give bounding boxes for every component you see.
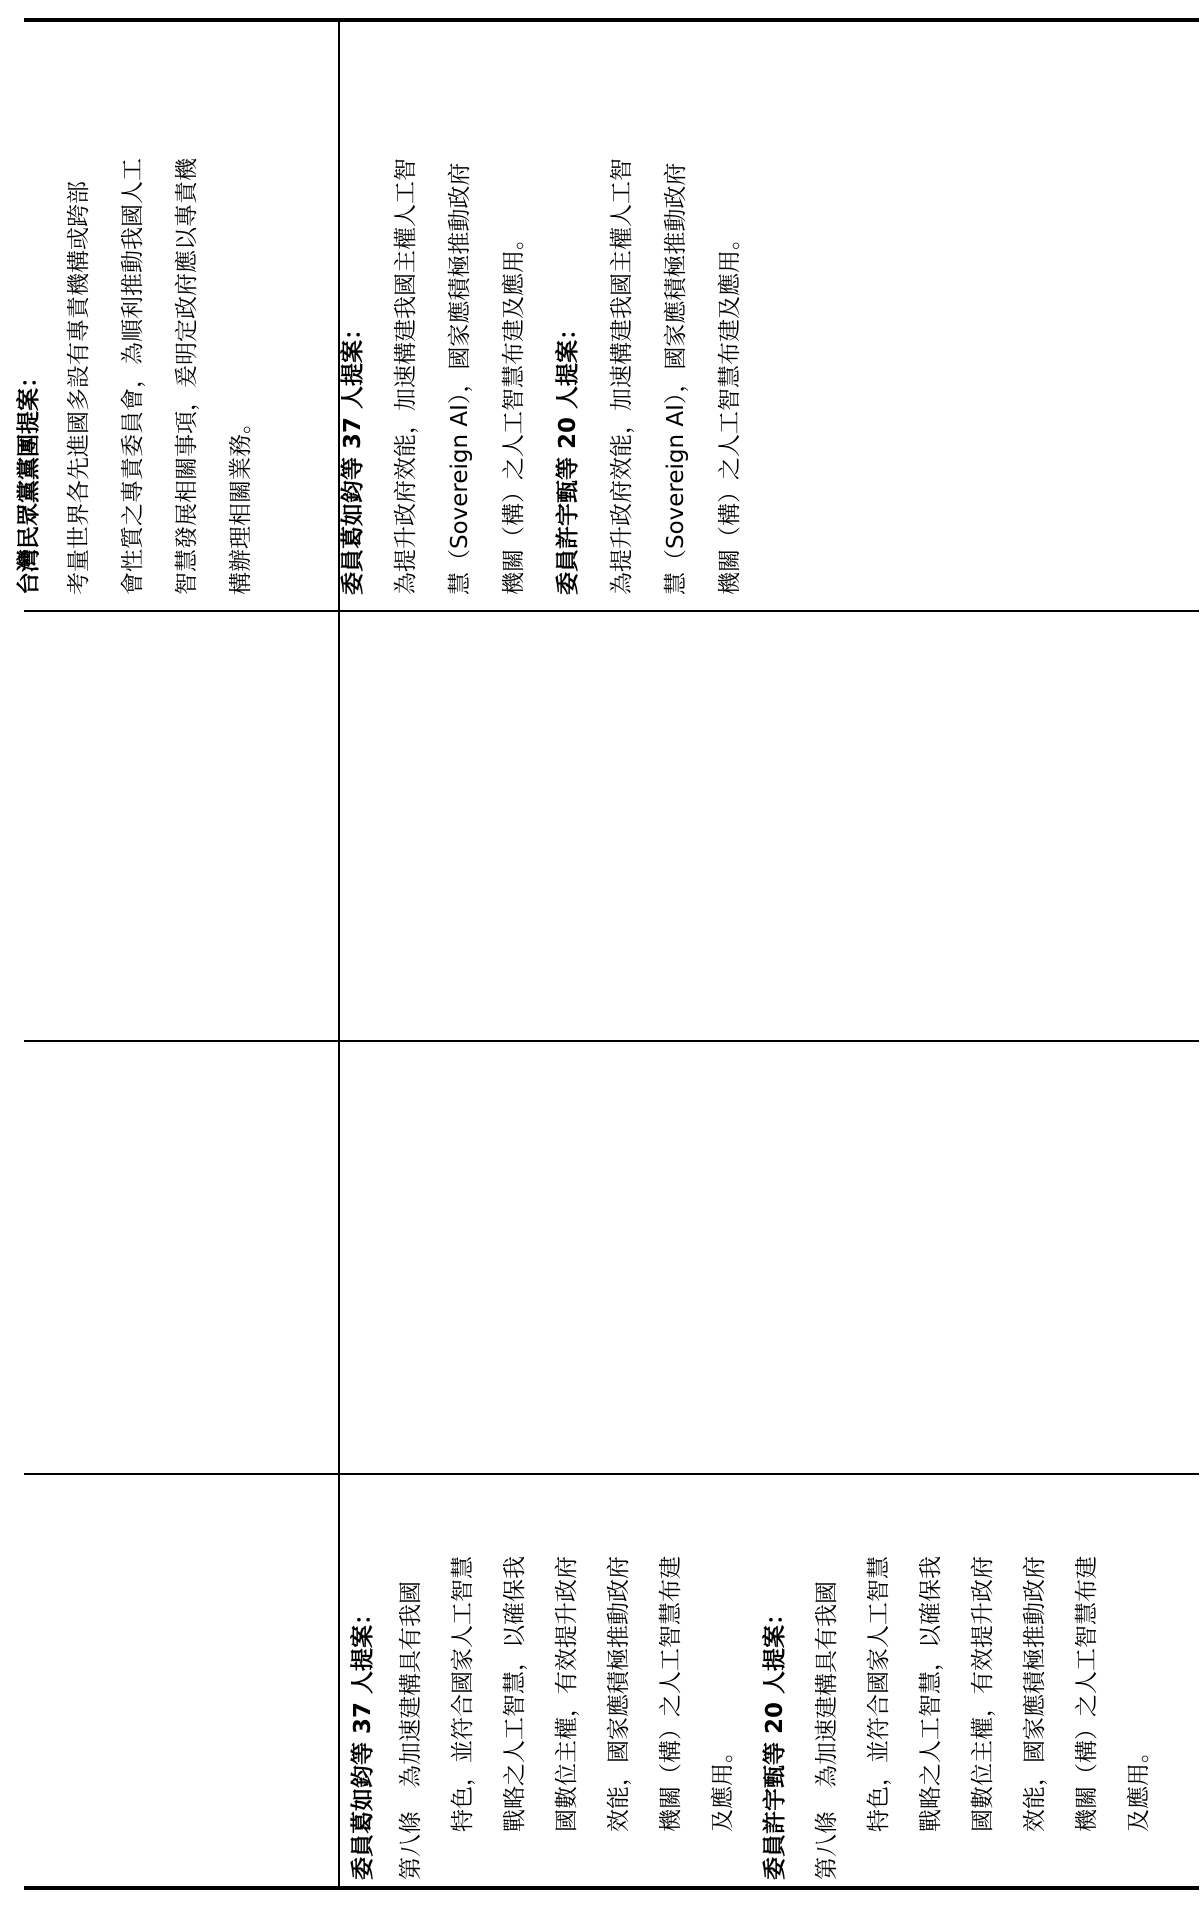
tpp-caucus-cell [15,157,254,595]
tpp-caucus-line: 智慧發展相關事項，爰明定政府應以專責機 [174,158,200,595]
article-ko-line: 特色，並符合國家人工智慧 [450,1556,476,1832]
article-hsu-line: 特色，並符合國家人工智慧 [866,1556,892,1832]
article-hsu-line: 國數位主權，有效提升政府 [970,1556,996,1832]
tpp-caucus-line: 考量世界各先進國多設有專責機構或跨部 [66,181,92,595]
tpp-caucus-line: 構辦理相關業務。 [228,411,254,595]
tpp-caucus-line: 會性質之專責委員會，為順利推動我國人工 [120,158,146,595]
article-ko-heading: 委員葛如鈞等 37 人提案： [350,1601,376,1880]
explanation-ko-heading: 委員葛如鈞等 37 人提案： [340,316,366,595]
article-ko-line: 及應用。 [710,1740,736,1832]
explanation-ko-line: 慧（Sovereign AI），國家應積極推動政府 [447,162,473,595]
article-ko-line: 效能，國家應積極推動政府 [606,1556,632,1832]
explanation-hsu-line: 機關（構）之人工智慧布建及應用。 [717,227,743,595]
explanation-ko-line: 機關（構）之人工智慧布建及應用。 [501,227,527,595]
article-ko-line: 機關（構）之人工智慧布建 [658,1556,684,1832]
article-ko-cell [349,1556,736,1880]
article-ko-line: 戰略之人工智慧，以確保我 [502,1556,528,1832]
article-ko-line: 第八條 為加速建構具有我國 [398,1581,424,1880]
explanation-hsu-line: 慧（Sovereign AI），國家應積極推動政府 [663,162,689,595]
explanation-hsu-line: 為提升政府效能，加速構建我國主權人工智 [609,158,635,595]
article-ko-line: 國數位主權，有效提升政府 [554,1556,580,1832]
article-hsu-line: 第八條 為加速建構具有我國 [814,1581,840,1880]
article-hsu-line: 戰略之人工智慧，以確保我 [918,1556,944,1832]
article-hsu-line: 機關（構）之人工智慧布建 [1074,1556,1100,1832]
explanation-hsu-heading: 委員許宇甄等 20 人提案： [555,316,581,595]
tpp-caucus-heading: 台灣民眾黨黨團提案： [16,365,42,595]
article-hsu-line: 及應用。 [1126,1740,1152,1832]
explanation-ko-line: 為提升政府效能，加速構建我國主權人工智 [393,158,419,595]
article-hsu-line: 效能，國家應積極推動政府 [1022,1556,1048,1832]
article-hsu-cell [761,1556,1152,1880]
article-hsu-heading: 委員許宇甄等 20 人提案： [762,1601,788,1880]
explanation-cell [339,158,743,595]
